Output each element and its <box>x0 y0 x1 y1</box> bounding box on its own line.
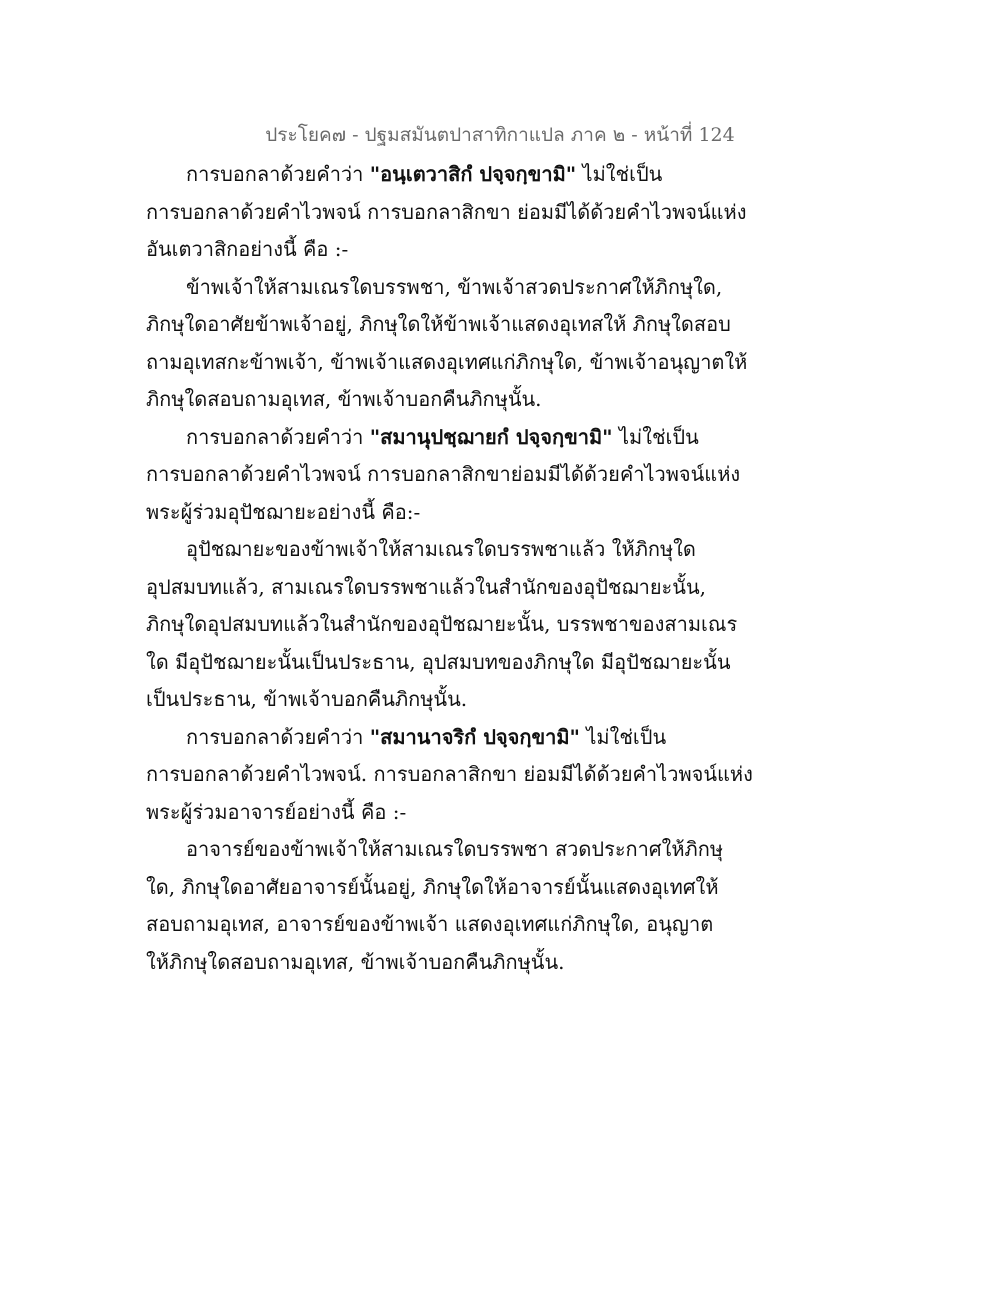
text-line: ภิกษุใดอาศัยข้าพเจ้าอยู่, ภิกษุใดให้ข้าพเจ้าแสดงอุเทสให้ ภิกษุใดสอบ <box>146 312 731 336</box>
text-line: ใด, ภิกษุใดอาศัยอาจารย์นั้นอยู่, ภิกษุใดให้อาจารย์นั้นแสดงอุเทศให้ <box>146 874 719 899</box>
text-line: อุปัชฌายะของข้าพเจ้าให้สามเณรใดบรรพชาแล้ว ให้ภิกษุใด <box>186 537 696 561</box>
text-line: สอบถามอุเทส, อาจารย์ของข้าพเจ้า แสดงอุเทศแก่ภิกษุใด, อนุญาต <box>146 912 714 936</box>
text-line: การบอกลาด้วยคำไวพจน์ การบอกลาสิกขาย่อมมีได้ด้วยคำไวพจน์แห่ง <box>146 462 741 486</box>
text-line: ให้ภิกษุใดสอบถามอุเทส, ข้าพเจ้าบอกคืนภิกษุนั้น. <box>146 949 565 974</box>
pali-term-bold: "อนฺเตวาสิกํ ปจฺจกฺขามิ" <box>369 162 577 186</box>
paragraph-4 <box>146 531 738 719</box>
text-line: พระผู้ร่วมอุปัชฌายะอย่างนี้ คือ:- <box>146 499 421 524</box>
text-line: การบอกลาด้วยคำว่า "สมานาจริกํ ปจฺจกฺขามิ" ไม่ใช่เป็น <box>186 724 667 749</box>
paragraph-2 <box>146 269 748 419</box>
text-line: เป็นประธาน, ข้าพเจ้าบอกคืนภิกษุนั้น. <box>146 687 468 711</box>
text-line: การบอกลาด้วยคำไวพจน์ การบอกลาสิกขา ย่อมมีได้ด้วยคำไวพจน์แห่ง <box>146 199 747 224</box>
text-line: การบอกลาด้วยคำว่า "สมานุปชฺฌายกํ ปจฺจกฺขามิ" ไม่ใช่เป็น <box>186 424 699 449</box>
paragraph-5 <box>146 719 753 832</box>
text-line: การบอกลาด้วยคำว่า "อนฺเตวาสิกํ ปจฺจกฺขามิ" ไม่ใช่เป็น <box>186 162 663 186</box>
pali-term-bold: "สมานาจริกํ ปจฺจกฺขามิ" <box>369 724 580 749</box>
pali-term-bold: "สมานุปชฺฌายกํ ปจฺจกฺขามิ" <box>369 424 613 449</box>
running-header: ประโยค๗ - ปฐมสมันตปาสาทิกาแปล ภาค ๒ - หน้าที่ 124 <box>265 124 735 146</box>
text-line: พระผู้ร่วมอาจารย์อย่างนี้ คือ :- <box>146 799 407 824</box>
text-line: ถามอุเทสกะข้าพเจ้า, ข้าพเจ้าแสดงอุเทศแก่ภิกษุใด, ข้าพเจ้าอนุญาตให้ <box>146 349 748 374</box>
text-line: ข้าพเจ้าให้สามเณรใดบรรพชา, ข้าพเจ้าสวดประกาศให้ภิกษุใด, <box>186 274 723 299</box>
text-line: การบอกลาด้วยคำไวพจน์. การบอกลาสิกขา ย่อมมีได้ด้วยคำไวพจน์แห่ง <box>146 762 753 786</box>
text-line: ภิกษุใดสอบถามอุเทส, ข้าพเจ้าบอกคืนภิกษุนั้น. <box>146 387 542 411</box>
text-line: อาจารย์ของข้าพเจ้าให้สามเณรใดบรรพชา สวดประกาศให้ภิกษุ <box>186 837 724 861</box>
paragraph-3 <box>146 419 741 532</box>
text-line: ใด มีอุปัชฌายะนั้นเป็นประธาน, อุปสมบทของภิกษุใด มีอุปัชฌายะนั้น <box>146 649 731 674</box>
paragraph-6 <box>146 831 726 981</box>
text-line: อุปสมบทแล้ว, สามเณรใดบรรพชาแล้วในสำนักของอุปัชฌายะนั้น, <box>146 574 706 599</box>
text-line: ภิกษุใดอุปสมบทแล้วในสำนักของอุปัชฌายะนั้น, บรรพชาของสามเณร <box>146 612 738 636</box>
paragraph-1 <box>146 156 747 269</box>
text-line: อันเตวาสิกอย่างนี้ คือ :- <box>146 237 349 261</box>
body-text <box>146 156 753 981</box>
